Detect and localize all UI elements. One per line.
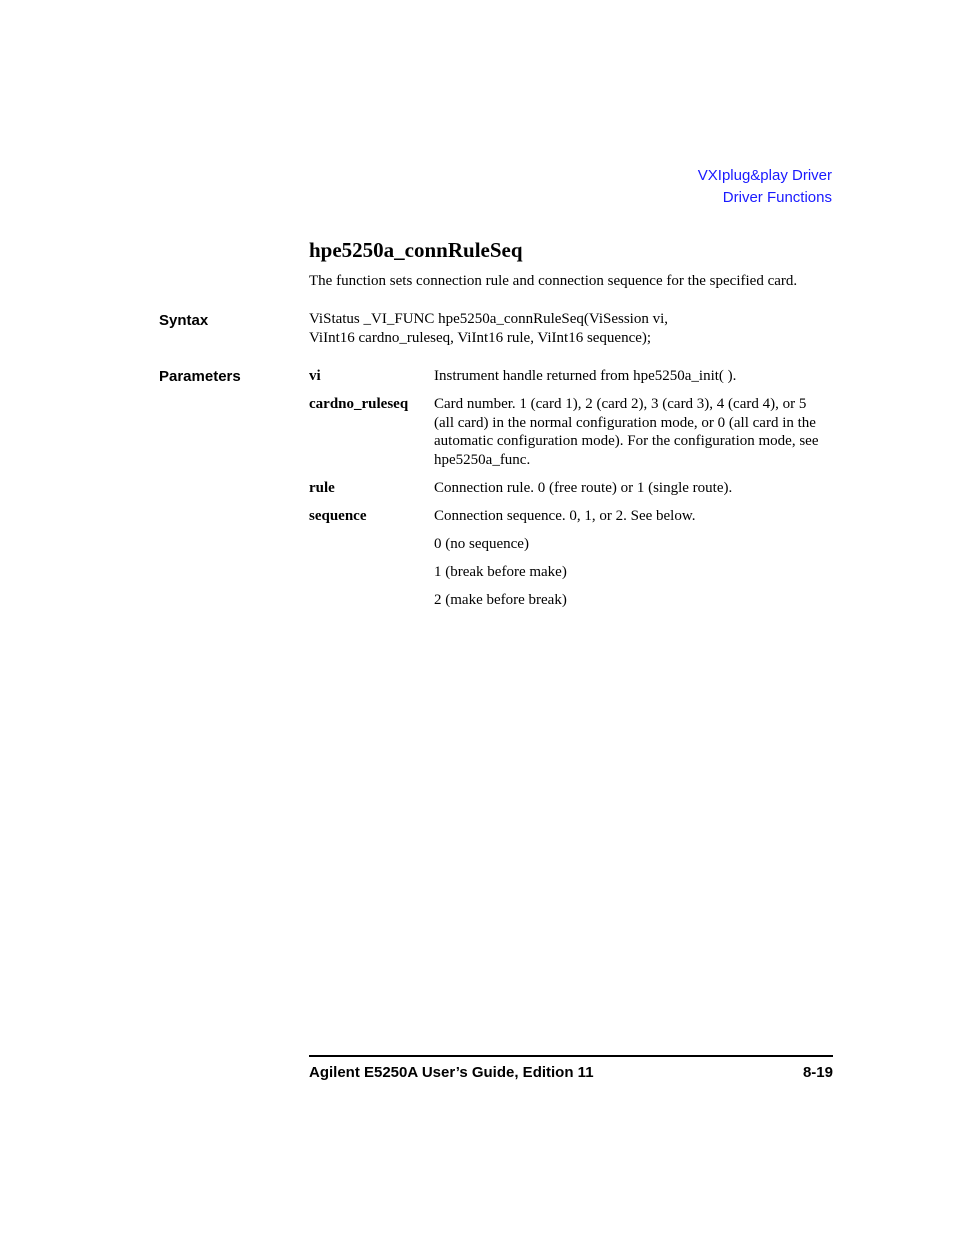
syntax-line: ViStatus _VI_FUNC hpe5250a_connRuleSeq(ViSession vi, — [309, 311, 669, 327]
syntax-block — [309, 310, 839, 348]
sequence-value-2: 2 (make before break) — [434, 592, 567, 608]
param-desc-line: Card number. 1 (card 1), 2 (card 2), 3 (card 3), 4 (card 4), or 5 — [434, 396, 807, 412]
function-description: The function sets connection rule and connection sequence for the specified card. — [309, 273, 798, 289]
sequence-value-1: 1 (break before make) — [434, 564, 567, 580]
param-name-sequence: sequence — [309, 508, 367, 524]
sequence-value-0: 0 (no sequence) — [434, 536, 529, 552]
param-name-cardno-ruleseq: cardno_ruleseq — [309, 396, 409, 412]
param-desc-sequence — [434, 507, 834, 526]
footer-rule — [309, 1055, 833, 1057]
running-header — [698, 165, 832, 209]
parameters-heading: Parameters — [159, 368, 241, 385]
param-name-rule: rule — [309, 480, 335, 496]
param-desc-line: hpe5250a_func. — [434, 452, 531, 469]
param-desc-line: Connection rule. 0 (free route) or 1 (single route). — [434, 480, 733, 496]
syntax-line: ViInt16 cardno_ruleseq, ViInt16 rule, ViInt16 sequence); — [309, 330, 652, 346]
param-name-vi: vi — [309, 368, 321, 384]
param-desc-vi — [434, 367, 834, 386]
page-number: 8-19 — [802, 1064, 833, 1081]
param-desc-rule — [434, 479, 834, 498]
param-desc-cardno-ruleseq — [434, 395, 834, 470]
header-section: Driver Functions — [722, 189, 832, 206]
param-desc-line: Connection sequence. 0, 1, or 2. See below. — [434, 508, 696, 524]
param-desc-line: automatic configuration mode). For the configuration mode, see — [434, 433, 819, 450]
param-desc-line: (all card) in the normal configuration mode, or 0 (all card in the — [434, 414, 816, 431]
param-desc-line: Instrument handle returned from hpe5250a_init( ). — [434, 368, 737, 384]
syntax-heading: Syntax — [159, 312, 209, 329]
function-title: hpe5250a_connRuleSeq — [309, 238, 523, 262]
header-chapter: VXIplug&play Driver — [697, 167, 832, 184]
footer-title: Agilent E5250A User’s Guide, Edition 11 — [309, 1064, 594, 1081]
